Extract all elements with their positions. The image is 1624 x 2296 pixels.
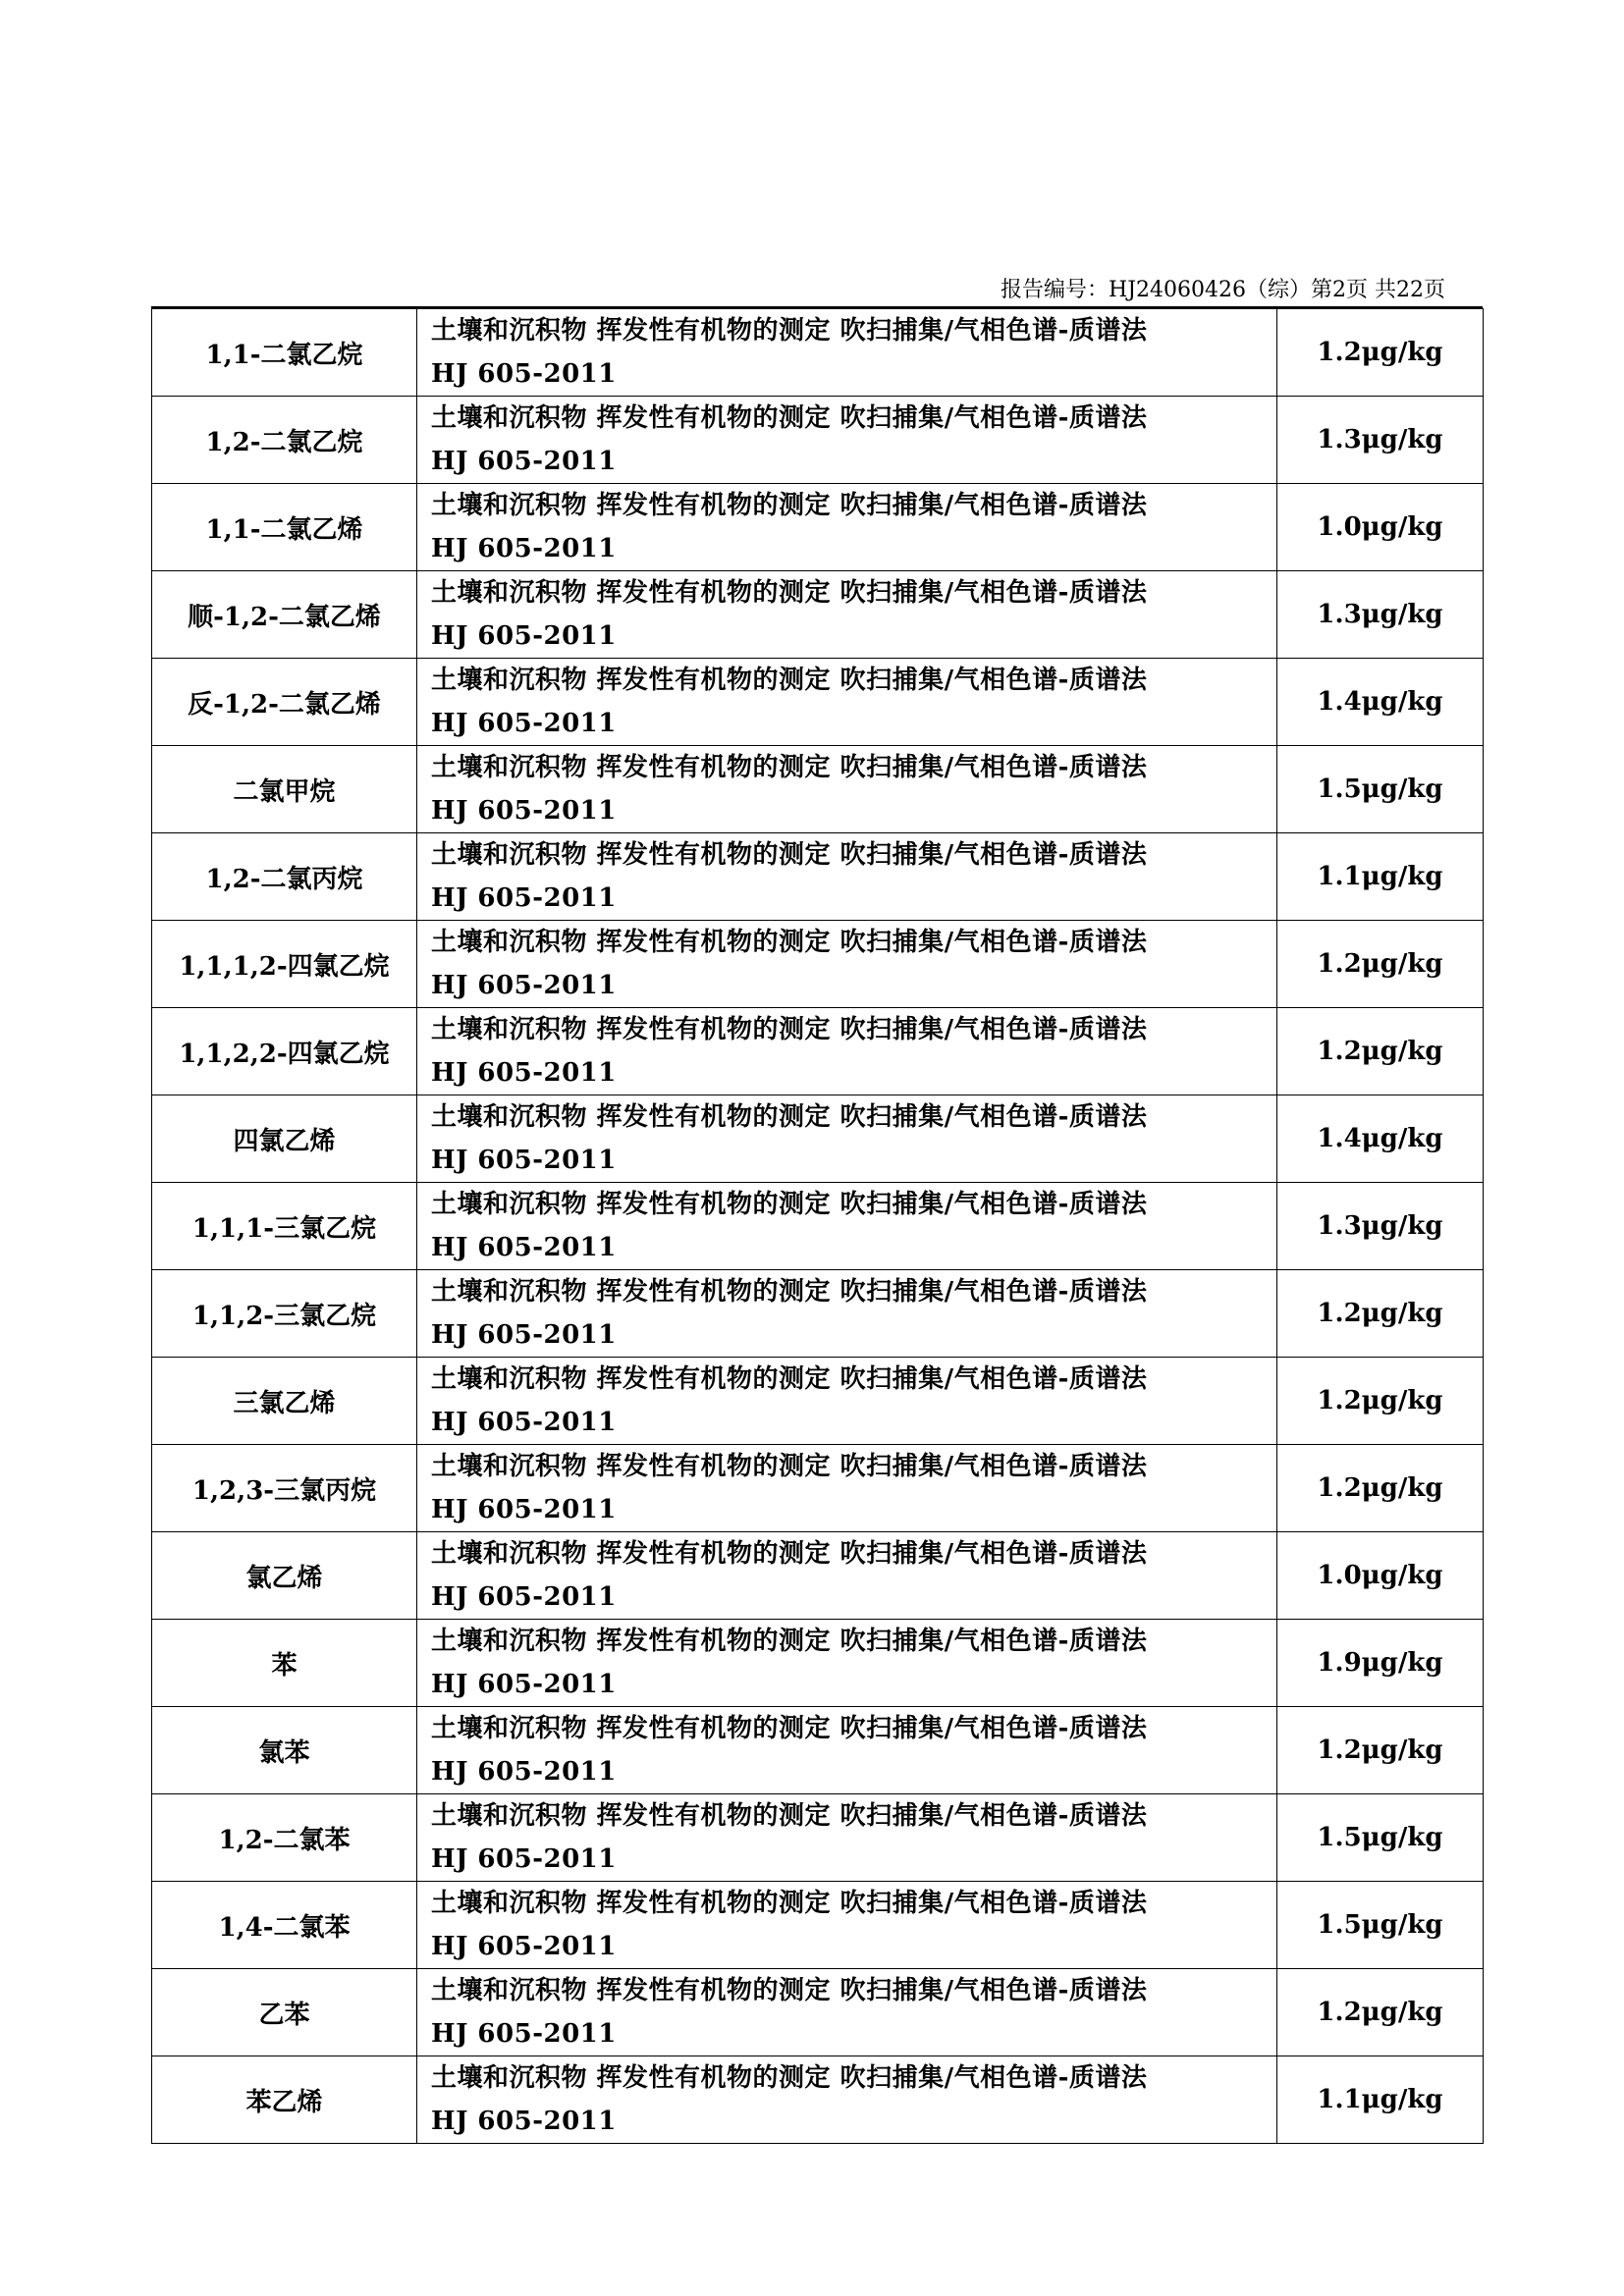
table-row xyxy=(152,484,1484,571)
method-standard: HJ 605-2011 xyxy=(431,1757,617,1787)
method-name: 土壤和沉积物 挥发性有机物的测定 吹扫捕集/气相色谱-质谱法 xyxy=(431,1102,1148,1132)
method-standard: HJ 605-2011 xyxy=(431,447,617,476)
method-name: 土壤和沉积物 挥发性有机物的测定 吹扫捕集/气相色谱-质谱法 xyxy=(431,1539,1148,1569)
method-standard: HJ 605-2011 xyxy=(431,1146,617,1175)
report-number-header: 报告编号：HJ24060426（综）第2页 共22页 xyxy=(1001,278,1445,302)
method-standard: HJ 605-2011 xyxy=(431,534,617,563)
method-name: 土壤和沉积物 挥发性有机物的测定 吹扫捕集/气相色谱-质谱法 xyxy=(431,1364,1148,1394)
method-cell xyxy=(417,659,1277,746)
detection-limit: 1.2μg/kg xyxy=(1277,1969,1484,2056)
compound-name: 二氯甲烷 xyxy=(152,746,417,833)
compound-name: 1,1,2-三氯乙烷 xyxy=(152,1270,417,1358)
method-cell xyxy=(417,484,1277,571)
method-cell xyxy=(417,1794,1277,1882)
method-standard: HJ 605-2011 xyxy=(431,971,617,1000)
compound-name: 乙苯 xyxy=(152,1969,417,2056)
method-name: 土壤和沉积物 挥发性有机物的测定 吹扫捕集/气相色谱-质谱法 xyxy=(431,316,1148,346)
method-name: 土壤和沉积物 挥发性有机物的测定 吹扫捕集/气相色谱-质谱法 xyxy=(431,1976,1148,2005)
table-row xyxy=(152,1794,1484,1882)
table-row xyxy=(152,1183,1484,1270)
table-row xyxy=(152,1882,1484,1969)
table-row xyxy=(152,2056,1484,2144)
method-standard: HJ 605-2011 xyxy=(431,1932,617,1961)
method-name: 土壤和沉积物 挥发性有机物的测定 吹扫捕集/气相色谱-质谱法 xyxy=(431,403,1148,433)
detection-limit: 1.1μg/kg xyxy=(1277,2056,1484,2144)
method-standard: HJ 605-2011 xyxy=(431,2019,617,2049)
table-row xyxy=(152,1620,1484,1707)
table-row xyxy=(152,921,1484,1008)
detection-limit: 1.2μg/kg xyxy=(1277,309,1484,397)
table-row xyxy=(152,1008,1484,1095)
compound-name: 苯 xyxy=(152,1620,417,1707)
compound-name: 1,2,3-三氯丙烷 xyxy=(152,1445,417,1532)
method-standard: HJ 605-2011 xyxy=(431,2107,617,2136)
method-name: 土壤和沉积物 挥发性有机物的测定 吹扫捕集/气相色谱-质谱法 xyxy=(431,666,1148,695)
method-standard: HJ 605-2011 xyxy=(431,1408,617,1437)
table-row xyxy=(152,1532,1484,1620)
detection-limit: 1.3μg/kg xyxy=(1277,1183,1484,1270)
method-standard: HJ 605-2011 xyxy=(431,1495,617,1524)
table-row xyxy=(152,659,1484,746)
method-standard: HJ 605-2011 xyxy=(431,1670,617,1699)
method-name: 土壤和沉积物 挥发性有机物的测定 吹扫捕集/气相色谱-质谱法 xyxy=(431,1190,1148,1219)
method-name: 土壤和沉积物 挥发性有机物的测定 吹扫捕集/气相色谱-质谱法 xyxy=(431,1277,1148,1307)
detection-limit: 1.0μg/kg xyxy=(1277,1532,1484,1620)
detection-limit: 1.3μg/kg xyxy=(1277,397,1484,484)
method-name: 土壤和沉积物 挥发性有机物的测定 吹扫捕集/气相色谱-质谱法 xyxy=(431,1627,1148,1656)
compound-name: 1,1-二氯乙烷 xyxy=(152,309,417,397)
detection-limit: 1.2μg/kg xyxy=(1277,921,1484,1008)
compound-name: 1,1,2,2-四氯乙烷 xyxy=(152,1008,417,1095)
detection-limit: 1.4μg/kg xyxy=(1277,659,1484,746)
table-row xyxy=(152,1969,1484,2056)
method-name: 土壤和沉积物 挥发性有机物的测定 吹扫捕集/气相色谱-质谱法 xyxy=(431,578,1148,608)
method-name: 土壤和沉积物 挥发性有机物的测定 吹扫捕集/气相色谱-质谱法 xyxy=(431,928,1148,957)
table-row xyxy=(152,309,1484,397)
detection-limit: 1.5μg/kg xyxy=(1277,1882,1484,1969)
method-name: 土壤和沉积物 挥发性有机物的测定 吹扫捕集/气相色谱-质谱法 xyxy=(431,1801,1148,1831)
table-row xyxy=(152,571,1484,659)
method-cell xyxy=(417,2056,1277,2144)
detection-limit: 1.1μg/kg xyxy=(1277,833,1484,921)
method-cell xyxy=(417,746,1277,833)
compound-name: 1,2-二氯乙烷 xyxy=(152,397,417,484)
method-cell xyxy=(417,1095,1277,1183)
method-name: 土壤和沉积物 挥发性有机物的测定 吹扫捕集/气相色谱-质谱法 xyxy=(431,2063,1148,2093)
method-standard: HJ 605-2011 xyxy=(431,1582,617,1612)
table-row xyxy=(152,1270,1484,1358)
method-cell xyxy=(417,397,1277,484)
compound-name: 1,2-二氯丙烷 xyxy=(152,833,417,921)
method-standard: HJ 605-2011 xyxy=(431,359,617,389)
compound-name: 1,1,1-三氯乙烷 xyxy=(152,1183,417,1270)
method-name: 土壤和沉积物 挥发性有机物的测定 吹扫捕集/气相色谱-质谱法 xyxy=(431,753,1148,782)
method-cell xyxy=(417,1969,1277,2056)
compound-name: 1,1-二氯乙烯 xyxy=(152,484,417,571)
table-row xyxy=(152,1358,1484,1445)
detection-limit: 1.4μg/kg xyxy=(1277,1095,1484,1183)
method-cell xyxy=(417,1882,1277,1969)
method-standard: HJ 605-2011 xyxy=(431,883,617,913)
method-cell xyxy=(417,1008,1277,1095)
method-cell xyxy=(417,1707,1277,1794)
method-cell xyxy=(417,571,1277,659)
detection-limit: 1.5μg/kg xyxy=(1277,746,1484,833)
compound-name: 苯乙烯 xyxy=(152,2056,417,2144)
method-cell xyxy=(417,1445,1277,1532)
compound-name: 1,2-二氯苯 xyxy=(152,1794,417,1882)
method-name: 土壤和沉积物 挥发性有机物的测定 吹扫捕集/气相色谱-质谱法 xyxy=(431,1714,1148,1743)
table-row xyxy=(152,397,1484,484)
method-cell xyxy=(417,1358,1277,1445)
method-cell xyxy=(417,833,1277,921)
method-name: 土壤和沉积物 挥发性有机物的测定 吹扫捕集/气相色谱-质谱法 xyxy=(431,491,1148,520)
table-row xyxy=(152,1445,1484,1532)
method-cell xyxy=(417,309,1277,397)
detection-limit: 1.2μg/kg xyxy=(1277,1270,1484,1358)
method-cell xyxy=(417,921,1277,1008)
detection-limit: 1.2μg/kg xyxy=(1277,1707,1484,1794)
detection-limit: 1.0μg/kg xyxy=(1277,484,1484,571)
detection-limit: 1.9μg/kg xyxy=(1277,1620,1484,1707)
method-name: 土壤和沉积物 挥发性有机物的测定 吹扫捕集/气相色谱-质谱法 xyxy=(431,1889,1148,1918)
compound-name: 反-1,2-二氯乙烯 xyxy=(152,659,417,746)
detection-limit: 1.2μg/kg xyxy=(1277,1008,1484,1095)
method-cell xyxy=(417,1183,1277,1270)
results-table-body xyxy=(152,309,1484,2144)
compound-name: 1,4-二氯苯 xyxy=(152,1882,417,1969)
detection-limit: 1.5μg/kg xyxy=(1277,1794,1484,1882)
method-name: 土壤和沉积物 挥发性有机物的测定 吹扫捕集/气相色谱-质谱法 xyxy=(431,1015,1148,1044)
compound-name: 氯乙烯 xyxy=(152,1532,417,1620)
table-row xyxy=(152,1707,1484,1794)
method-name: 土壤和沉积物 挥发性有机物的测定 吹扫捕集/气相色谱-质谱法 xyxy=(431,840,1148,870)
method-standard: HJ 605-2011 xyxy=(431,1320,617,1350)
method-cell xyxy=(417,1532,1277,1620)
method-name: 土壤和沉积物 挥发性有机物的测定 吹扫捕集/气相色谱-质谱法 xyxy=(431,1452,1148,1481)
compound-name: 顺-1,2-二氯乙烯 xyxy=(152,571,417,659)
method-standard: HJ 605-2011 xyxy=(431,621,617,651)
method-standard: HJ 605-2011 xyxy=(431,1233,617,1262)
method-standard: HJ 605-2011 xyxy=(431,709,617,738)
method-standard: HJ 605-2011 xyxy=(431,796,617,826)
compound-name: 1,1,1,2-四氯乙烷 xyxy=(152,921,417,1008)
detection-limit: 1.2μg/kg xyxy=(1277,1445,1484,1532)
method-standard: HJ 605-2011 xyxy=(431,1844,617,1874)
compound-name: 氯苯 xyxy=(152,1707,417,1794)
detection-limit: 1.2μg/kg xyxy=(1277,1358,1484,1445)
method-standard: HJ 605-2011 xyxy=(431,1058,617,1088)
detection-limit: 1.3μg/kg xyxy=(1277,571,1484,659)
method-cell xyxy=(417,1270,1277,1358)
method-cell xyxy=(417,1620,1277,1707)
compound-name: 四氯乙烯 xyxy=(152,1095,417,1183)
table-row xyxy=(152,833,1484,921)
results-table xyxy=(151,308,1484,2144)
compound-name: 三氯乙烯 xyxy=(152,1358,417,1445)
table-row xyxy=(152,746,1484,833)
table-row xyxy=(152,1095,1484,1183)
